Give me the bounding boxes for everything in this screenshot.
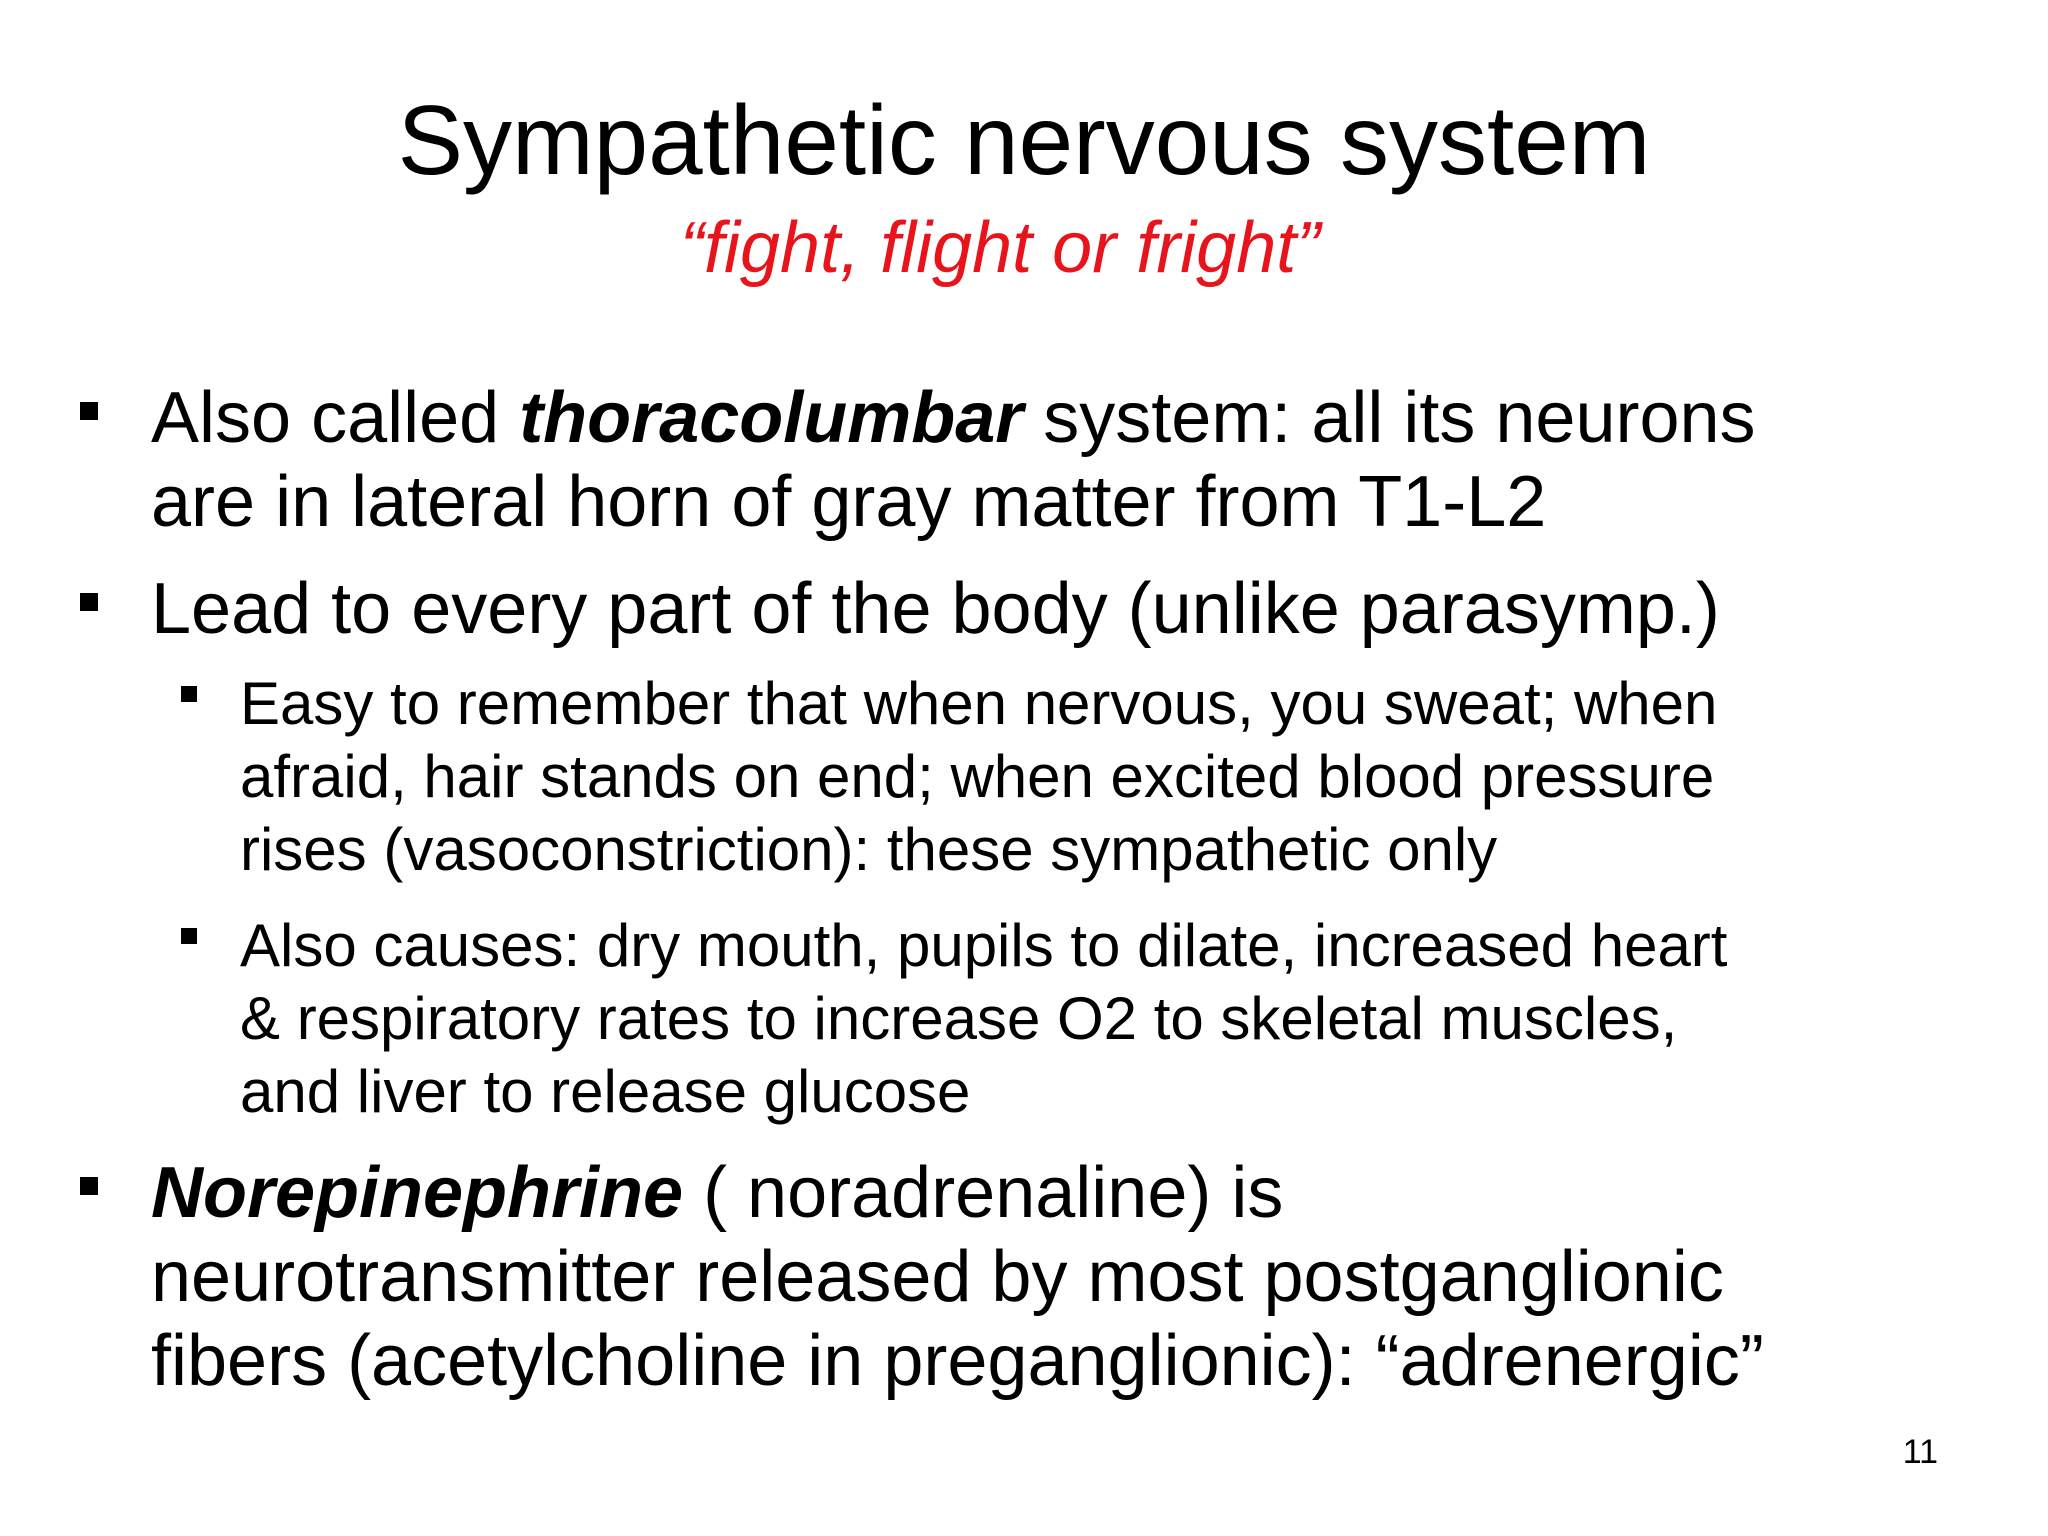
- bullet-3-text-post: ( noradrenaline) is: [683, 1153, 1284, 1233]
- sub-bullet-2-line-2: & respiratory rates to increase O2 to skeletal muscles,: [240, 985, 1678, 1052]
- bullet-1-text-post: system: all its neurons: [1023, 378, 1756, 458]
- bullet-1-line-2: are in lateral horn of gray matter from T1-L2: [151, 462, 1547, 542]
- sub-bullet-1-line-1: Easy to remember that when nervous, you sweat; when: [240, 670, 1718, 737]
- bullet-1-emphasis: thoracolumbar: [519, 378, 1024, 458]
- sub-bullet-marker: [181, 686, 197, 702]
- bullet-3-line-2: neurotransmitter released by most postganglionic: [151, 1237, 1724, 1317]
- bullet-3-line-1: [151, 1151, 1283, 1235]
- bullet-marker: [80, 1177, 98, 1195]
- bullet-2-line-1: Lead to every part of the body (unlike parasymp.): [151, 569, 1720, 649]
- sub-bullet-1-line-2: afraid, hair stands on end; when excited blood pressure: [240, 743, 1715, 810]
- sub-bullet-1-line-3: rises (vasoconstriction): these sympathetic only: [240, 816, 1498, 883]
- slide-title: Sympathetic nervous system: [397, 85, 1651, 195]
- page-number: 11: [1902, 1433, 1938, 1471]
- bullet-3-emphasis: Norepinephrine: [151, 1153, 684, 1233]
- sub-bullet-2-line-1: Also causes: dry mouth, pupils to dilate, increased heart: [240, 912, 1728, 979]
- sub-bullet-2-line-3: and liver to release glucose: [240, 1058, 971, 1125]
- bullet-marker: [80, 593, 98, 611]
- bullet-1-line-1: [151, 376, 1756, 460]
- bullet-1-text-pre: Also called: [151, 378, 520, 458]
- slide-subtitle: “fight, flight or fright”: [680, 208, 1321, 288]
- bullet-3-line-3: fibers (acetylcholine in preganglionic): “adrenergic”: [151, 1321, 1764, 1401]
- sub-bullet-marker: [181, 928, 197, 944]
- bullet-marker: [80, 402, 98, 420]
